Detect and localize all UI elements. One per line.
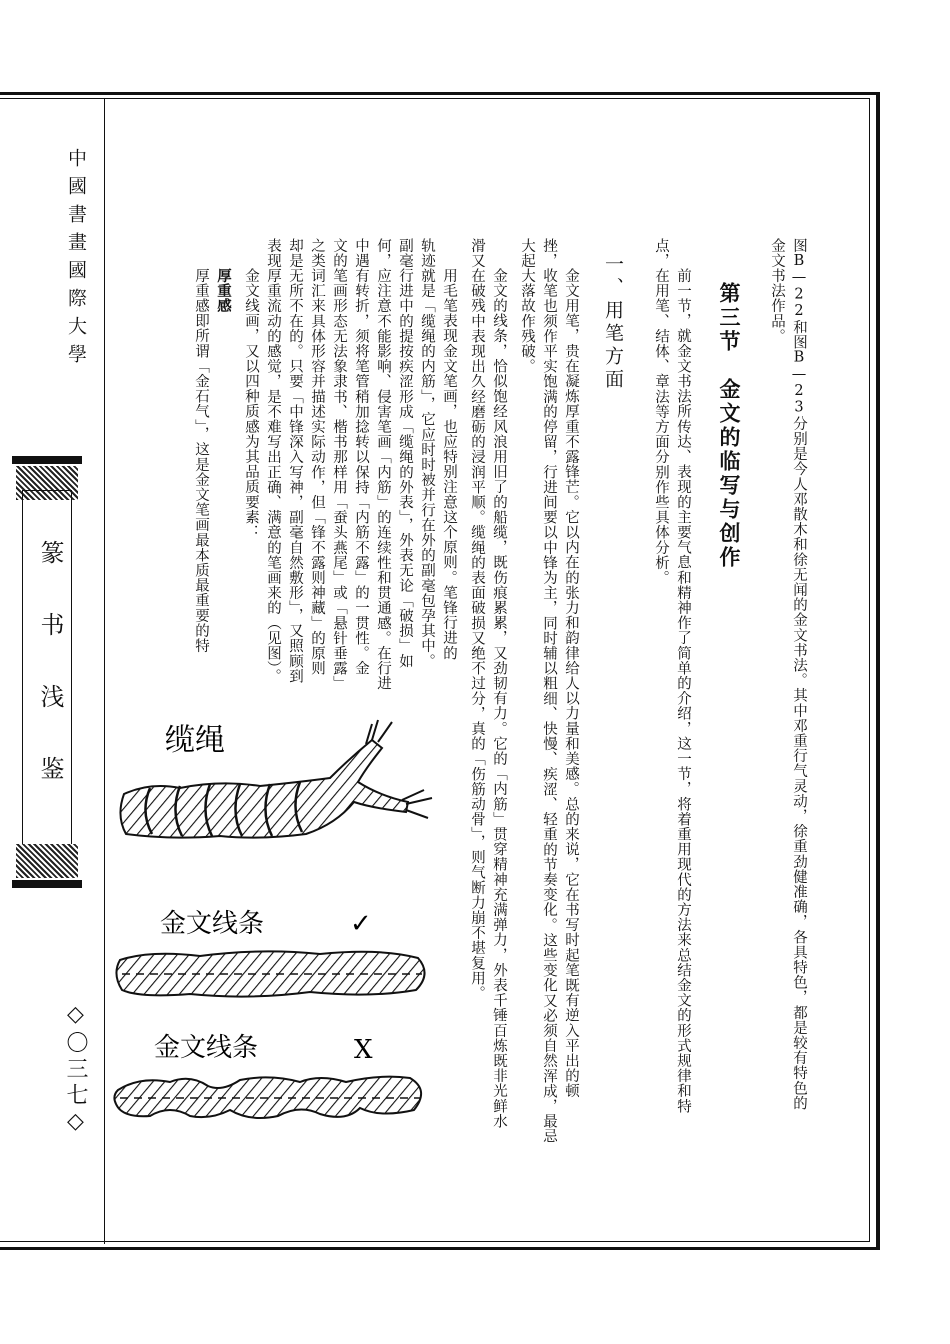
para1-line-3: 大起大落故作残破。 (519, 238, 535, 374)
para3-line-6: 文的笔画形态无法象隶书、楷书那样用「蚕头燕尾」或「悬针垂露」 (331, 238, 347, 691)
good-mark: ✓ (350, 909, 372, 939)
para4-line-1: 厚重感即所谓「金石气」，这是金文笔画最本质最重要的特 (193, 268, 209, 654)
section-title: 第三节 金文的临写与创作 (717, 282, 741, 570)
para3-line-1: 用毛笔表现金文笔画，也应特别注意这个原则。笔锋行进的 (441, 268, 457, 661)
good-line-label: 金文线条 (160, 909, 265, 939)
para3-line-8: 却是无所不在的。只要「中锋深入写神，副毫自然敷形」，又照顾到 (287, 238, 303, 684)
para3-line-4: 何，应注意不能影响、侵害笔画「内筋」的连续性和贯通感。在行进 (375, 238, 391, 691)
margin-rule (104, 98, 105, 1244)
subsection-title: 一、用笔方面 (602, 254, 624, 392)
para3-line-2: 轨迹就是「缆绳的内筋」，它应时时被并行在外的副毫包孕其中。 (419, 238, 435, 669)
title-bar-bottom (12, 880, 82, 888)
para1-line-1: 金文用笔，贵在凝炼厚重不露锋芒。它以内在的张力和韵律给人以力量和美感。总的来说，它在书写时起笔既有逆入平出的顿 (563, 268, 579, 1099)
section-intro-line-2: 点，在用笔、结体、章法等方面分别作些具体分析。 (653, 238, 669, 586)
bad-mark: X (354, 1035, 373, 1065)
para3-line-7: 之类词汇来具体形容并描述实际动作，但「锋不露则神藏」的原则 (309, 238, 325, 676)
good-line-drawing (116, 951, 424, 996)
book-title: 篆书浅鉴 (36, 540, 64, 828)
para3-line-3: 副毫行进中的提按疾涩形成「缆绳的外表」，外表无论「破损」如 (397, 238, 413, 669)
bad-line-label: 金文线条 (154, 1033, 259, 1063)
title-hatch-bottom (16, 844, 78, 878)
section-intro-line-1: 前一节，就金文书法所传达、表现的主要气息和精神作了简单的介绍，这一节，将着重用现代的方法来总结金文的形式规律和特 (675, 268, 691, 1114)
para1-line-2: 挫，收笔也须作平实饱满的停留，行进间要以中锋为主，同时辅以粗细、快慢、疾涩、轻重的节奏变化。这些变化又必须自然浑成，最忌 (541, 238, 557, 1144)
para2-line-1: 金文的线条，恰似饱经风浪用旧了的船缆，既伤痕累累，又劲韧有力。它的「内筋」贯穿精神充满弹力，外表千锤百炼既非光鲜水 (491, 268, 507, 1129)
para3-line-5: 中遇有转折，须将笔管稍加捻转以保持「内筋不露」的一贯性。金 (353, 238, 369, 676)
para3-line-9: 表现厚重流动的感觉，是不难写出正确、满意的笔画来的（见图）。 (265, 238, 281, 684)
para3-line-10: 金文线画，又以四种质感为其品质要素： (243, 268, 259, 540)
intro-line-2: 金文书法作品。 (769, 238, 785, 344)
bad-line-drawing (114, 1077, 421, 1118)
intro-line-1: 图B—22和图B—23分别是今人邓散木和徐无闻的金文书法。其中邓重行气灵动，徐重劲健准确，各具特色，都是较有特色的 (791, 238, 807, 1111)
rope-figure (110, 712, 440, 1132)
para2-line-2: 滑又在破残中表现出久经磨砺的浸润平顺。缆绳的表面破损又绝不过分，真的「伤筋动骨」，则气断力崩不堪复用。 (469, 238, 485, 1001)
university-name: 中國書畫國際大學 (65, 148, 87, 372)
rope-label: 缆绳 (165, 723, 225, 758)
page-number: ◇〇三七◇ (63, 1002, 88, 1138)
heading-thick: 厚重感 (215, 268, 231, 314)
title-bar-top (12, 456, 82, 464)
